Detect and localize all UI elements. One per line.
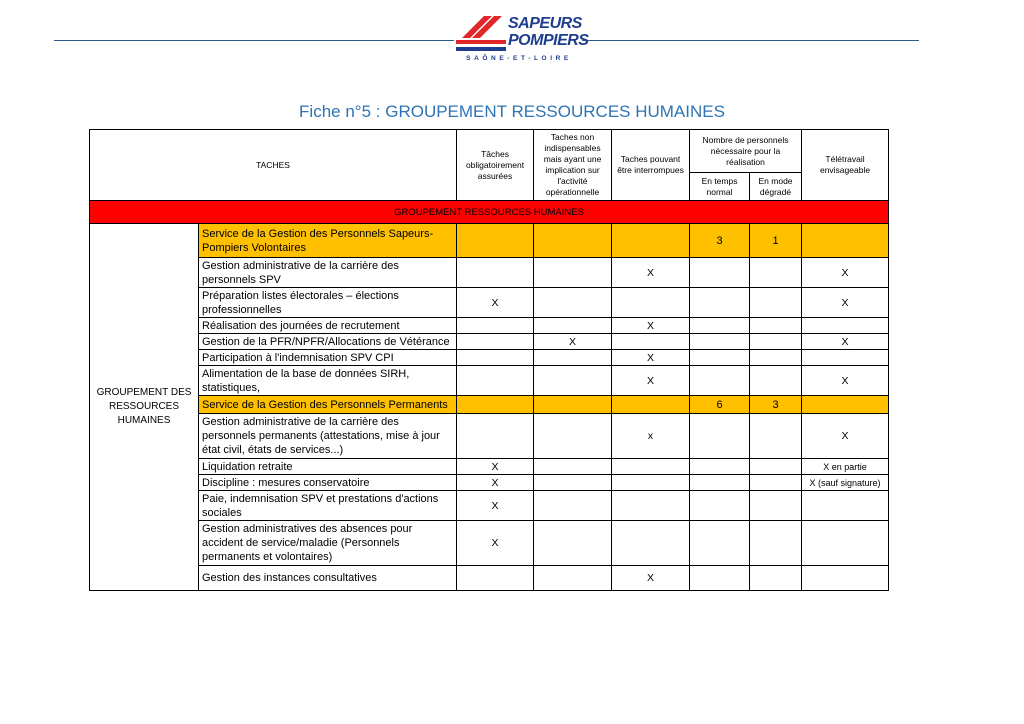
- mark-teletravail: X (sauf signature): [802, 475, 889, 491]
- mark-non-indispensable: [534, 258, 612, 288]
- task-label: Alimentation de la base de données SIRH, statistiques,: [199, 366, 457, 396]
- header-nombre-personnels: Nombre de personnels nécessaire pour la réalisation: [690, 130, 802, 173]
- count-temps-normal: [690, 366, 750, 396]
- mark-interrompue: x: [612, 414, 690, 459]
- mark-obligatoire: [457, 350, 534, 366]
- mark-interrompue: X: [612, 318, 690, 334]
- group-label: GROUPEMENT DES RESSOURCES HUMAINES: [90, 224, 199, 591]
- table-row: [90, 366, 889, 396]
- mark-interrompue: [612, 459, 690, 475]
- count-temps-normal: [690, 258, 750, 288]
- header-rule-left: [54, 40, 454, 41]
- mark-teletravail: X: [802, 288, 889, 318]
- mark-non-indispensable: [534, 288, 612, 318]
- mark-interrompue: [612, 396, 690, 414]
- count-mode-degrade: [750, 491, 802, 521]
- logo-flame-icon: [456, 16, 506, 54]
- group-band: GROUPEMENT RESSOURCES HUMAINES: [90, 201, 889, 224]
- mark-interrompue: X: [612, 566, 690, 591]
- service-row: [90, 396, 889, 414]
- task-label: Réalisation des journées de recrutement: [199, 318, 457, 334]
- mark-obligatoire: [457, 366, 534, 396]
- task-label: Service de la Gestion des Personnels Sapeurs-Pompiers Volontaires: [199, 224, 457, 258]
- header-obligatoires: Tâches obligatoirement assurées: [457, 130, 534, 201]
- logo-line-1: SAPEURS: [508, 15, 582, 32]
- table-row: [90, 258, 889, 288]
- mark-obligatoire: X: [457, 459, 534, 475]
- mark-teletravail: [802, 318, 889, 334]
- table-row: [90, 521, 889, 566]
- mark-obligatoire: [457, 318, 534, 334]
- table-row: [90, 318, 889, 334]
- table-row: [90, 288, 889, 318]
- count-mode-degrade: 3: [750, 396, 802, 414]
- mark-teletravail: X: [802, 366, 889, 396]
- mark-obligatoire: [457, 224, 534, 258]
- task-label: Liquidation retraite: [199, 459, 457, 475]
- mark-obligatoire: X: [457, 521, 534, 566]
- mark-teletravail: [802, 396, 889, 414]
- task-label: Préparation listes électorales – élections professionnelles: [199, 288, 457, 318]
- mark-interrompue: [612, 521, 690, 566]
- count-temps-normal: [690, 566, 750, 591]
- mark-non-indispensable: [534, 366, 612, 396]
- mark-non-indispensable: [534, 491, 612, 521]
- count-temps-normal: [690, 459, 750, 475]
- count-mode-degrade: [750, 459, 802, 475]
- mark-teletravail: [802, 491, 889, 521]
- task-label: Gestion administrative de la carrière des personnels SPV: [199, 258, 457, 288]
- mark-teletravail: X: [802, 414, 889, 459]
- header-mode-degrade: En mode dégradé: [750, 173, 802, 201]
- header-taches: TACHES: [90, 130, 457, 201]
- header-temps-normal: En temps normal: [690, 173, 750, 201]
- count-mode-degrade: 1: [750, 224, 802, 258]
- count-mode-degrade: [750, 566, 802, 591]
- task-label: Gestion administratives des absences pour accident de service/maladie (Personnels permanents et volontaires): [199, 521, 457, 566]
- logo: [456, 15, 589, 68]
- count-temps-normal: 6: [690, 396, 750, 414]
- mark-teletravail: X: [802, 334, 889, 350]
- table-row: [90, 350, 889, 366]
- mark-non-indispensable: [534, 566, 612, 591]
- mark-interrompue: X: [612, 258, 690, 288]
- table-row: [90, 491, 889, 521]
- tasks-table: [89, 129, 889, 591]
- task-label: Discipline : mesures conservatoire: [199, 475, 457, 491]
- mark-non-indispensable: [534, 318, 612, 334]
- count-temps-normal: 3: [690, 224, 750, 258]
- mark-obligatoire: X: [457, 475, 534, 491]
- count-mode-degrade: [750, 414, 802, 459]
- service-row: [90, 224, 889, 258]
- count-temps-normal: [690, 475, 750, 491]
- count-mode-degrade: [750, 288, 802, 318]
- mark-interrompue: X: [612, 366, 690, 396]
- task-label: Gestion administrative de la carrière des personnels permanents (attestations, mise à jour état civil, états de services...): [199, 414, 457, 459]
- count-temps-normal: [690, 318, 750, 334]
- table-row: [90, 414, 889, 459]
- mark-obligatoire: [457, 258, 534, 288]
- count-mode-degrade: [750, 366, 802, 396]
- count-mode-degrade: [750, 318, 802, 334]
- count-temps-normal: [690, 350, 750, 366]
- task-label: Participation à l'indemnisation SPV CPI: [199, 350, 457, 366]
- page-title: Fiche n°5 : GROUPEMENT RESSOURCES HUMAINES: [299, 102, 725, 121]
- header-interrompues: Taches pouvant être interrompues: [612, 130, 690, 201]
- count-mode-degrade: [750, 475, 802, 491]
- mark-teletravail: [802, 224, 889, 258]
- table-row: [90, 459, 889, 475]
- table-row: [90, 334, 889, 350]
- mark-non-indispensable: [534, 350, 612, 366]
- task-label: Gestion de la PFR/NPFR/Allocations de Vétérance: [199, 334, 457, 350]
- count-temps-normal: [690, 288, 750, 318]
- mark-teletravail: X: [802, 258, 889, 288]
- header-rule-right: [582, 40, 919, 41]
- mark-obligatoire: X: [457, 288, 534, 318]
- mark-obligatoire: [457, 414, 534, 459]
- mark-teletravail: X en partie: [802, 459, 889, 475]
- mark-non-indispensable: [534, 396, 612, 414]
- mark-teletravail: [802, 350, 889, 366]
- logo-line-2: POMPIERS: [508, 32, 589, 49]
- mark-interrompue: X: [612, 350, 690, 366]
- mark-obligatoire: X: [457, 491, 534, 521]
- mark-interrompue: [612, 475, 690, 491]
- count-temps-normal: [690, 334, 750, 350]
- table-row: [90, 566, 889, 591]
- count-temps-normal: [690, 491, 750, 521]
- mark-interrompue: [612, 334, 690, 350]
- count-mode-degrade: [750, 334, 802, 350]
- count-mode-degrade: [750, 258, 802, 288]
- mark-interrompue: [612, 288, 690, 318]
- task-label: Service de la Gestion des Personnels Permanents: [199, 396, 457, 414]
- header-non-indispensables: Taches non indispensables mais ayant une implication sur l'activité opérationnelle: [534, 130, 612, 201]
- mark-interrompue: [612, 224, 690, 258]
- mark-obligatoire: [457, 396, 534, 414]
- mark-teletravail: [802, 521, 889, 566]
- task-label: Paie, indemnisation SPV et prestations d'actions sociales: [199, 491, 457, 521]
- header-teletravail: Télétravail envisageable: [802, 130, 889, 201]
- mark-non-indispensable: [534, 459, 612, 475]
- mark-non-indispensable: [534, 224, 612, 258]
- mark-obligatoire: [457, 334, 534, 350]
- task-label: Gestion des instances consultatives: [199, 566, 457, 591]
- logo-subtitle: SAÔNE-ET-LOIRE: [466, 55, 572, 62]
- count-temps-normal: [690, 521, 750, 566]
- table-row: [90, 475, 889, 491]
- mark-non-indispensable: X: [534, 334, 612, 350]
- mark-teletravail: [802, 566, 889, 591]
- count-temps-normal: [690, 414, 750, 459]
- mark-non-indispensable: [534, 414, 612, 459]
- mark-obligatoire: [457, 566, 534, 591]
- count-mode-degrade: [750, 521, 802, 566]
- count-mode-degrade: [750, 350, 802, 366]
- mark-non-indispensable: [534, 475, 612, 491]
- mark-interrompue: [612, 491, 690, 521]
- mark-non-indispensable: [534, 521, 612, 566]
